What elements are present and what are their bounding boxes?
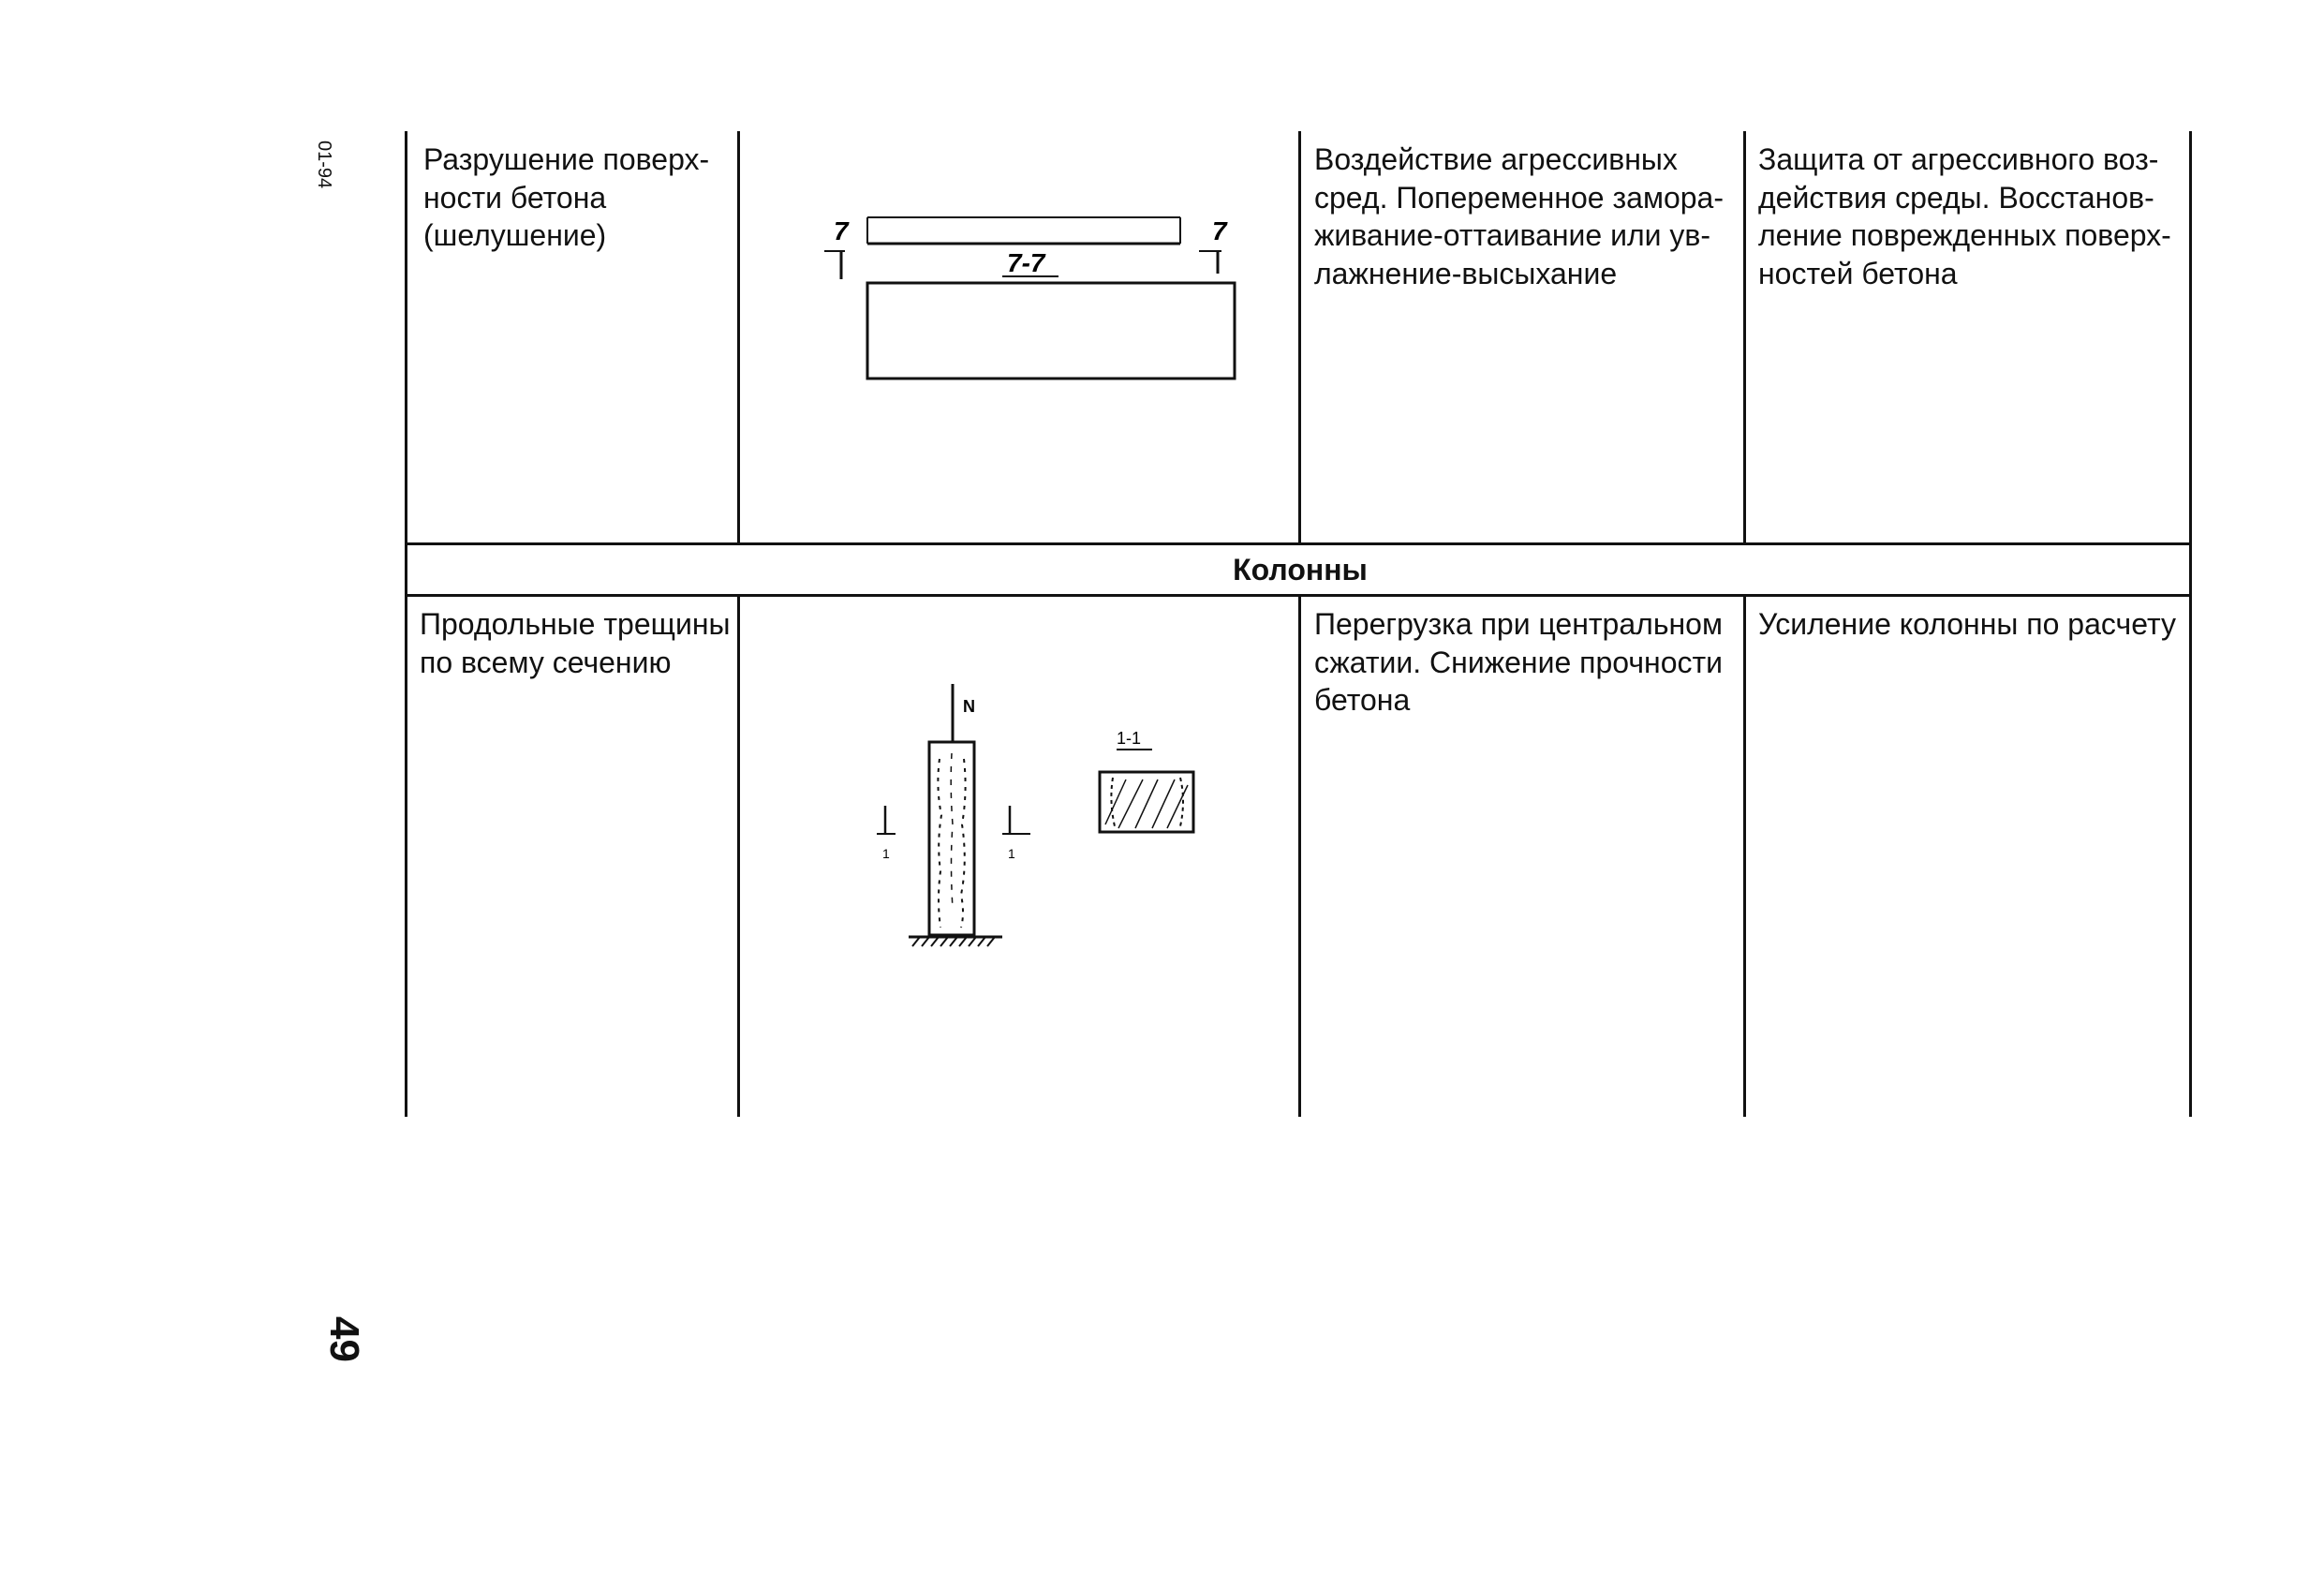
page-number: 49	[321, 1316, 367, 1362]
column-section-mark-left: 1	[882, 846, 890, 861]
table-border-left	[405, 131, 407, 1117]
table-divider-1	[737, 131, 740, 543]
table-divider-3b	[1743, 596, 1746, 1117]
column-sketch	[871, 675, 1227, 956]
section-label: 7-7	[1007, 248, 1045, 277]
table-divider-2	[1298, 131, 1301, 543]
column-section-marker-left	[877, 806, 896, 861]
beam-sketch	[806, 206, 1255, 394]
row2-cause: Перегрузка при центральном сжатии. Снижение прочности бетона	[1314, 607, 1724, 717]
document-code: 01-94	[314, 141, 334, 189]
row1-remedy: Защита от агрессивного воз- действия среды. Восстанов- ление поврежденных поверх- ностей бетона	[1758, 142, 2171, 290]
row2-remedy: Усиление колонны по расчету	[1758, 607, 2176, 641]
section-marker-left	[824, 216, 850, 279]
section-title: Колонны	[1233, 553, 1368, 587]
table-divider-3	[1743, 131, 1746, 543]
section-mark-right: 7	[1212, 216, 1227, 245]
table-border-right	[2189, 131, 2192, 1117]
row2-defect: Продольные трещины по всему сечению	[420, 607, 731, 679]
section-bottom-rule	[405, 594, 2192, 597]
table-divider-2b	[1298, 596, 1301, 1117]
row1-defect: Разрушение поверх- ности бетона (шелушение)	[423, 142, 710, 252]
section-marker-right	[1199, 216, 1228, 274]
section-top-rule	[405, 542, 2192, 545]
cross-section	[1100, 772, 1193, 832]
section-mark-left: 7	[834, 216, 849, 245]
cross-section-label: 1-1	[1117, 729, 1142, 748]
row1-cause: Воздействие агрессивных сред. Попеременное замора- живание-оттаивание или ув- лажнение-высыхание	[1314, 142, 1724, 290]
table-divider-1b	[737, 596, 740, 1117]
load-label: N	[963, 697, 975, 716]
column-section-marker-right	[1002, 806, 1030, 861]
column-section-mark-right: 1	[1008, 846, 1015, 861]
